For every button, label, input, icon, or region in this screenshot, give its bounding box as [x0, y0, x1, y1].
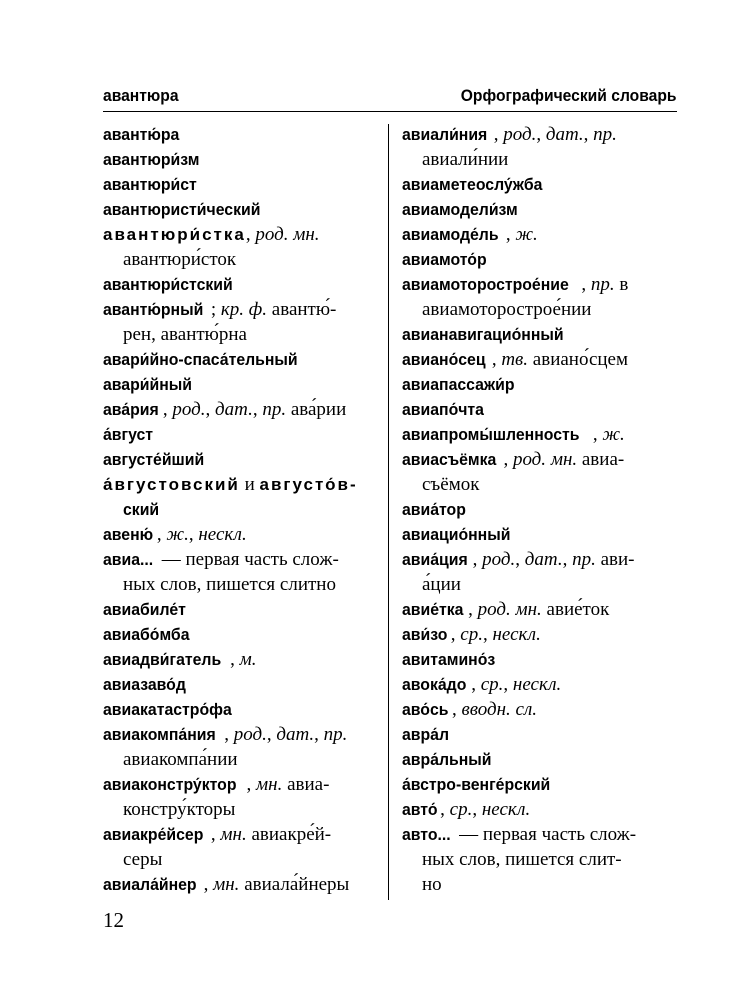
dictionary-entry — [103, 722, 377, 772]
dictionary-entry — [103, 447, 377, 472]
dictionary-entry — [103, 122, 377, 147]
dictionary-entry — [402, 722, 677, 747]
headword: авиацио́нный — [402, 525, 511, 544]
entry-grammar: — первая часть слож- — [161, 549, 339, 570]
headword: авто́ — [402, 800, 438, 819]
left-column — [103, 122, 377, 897]
entry-grammar: , род., дат., пр. — [224, 724, 348, 745]
headword: авие́тка — [402, 600, 464, 619]
running-head-left: авантюра — [103, 86, 179, 105]
headword: а́вгуст — [103, 425, 154, 444]
entry-continuation: констру́кторы — [123, 799, 236, 820]
headword: авиакомпа́ния — [103, 725, 216, 744]
dictionary-entry — [103, 422, 377, 447]
dictionary-entry — [402, 422, 677, 447]
dictionary-entry — [402, 697, 677, 722]
entry-grammar: , тв. авиано́сцем — [491, 349, 629, 370]
headword: авиамоде́ль — [402, 225, 499, 244]
entry-grammar: — первая часть слож- — [459, 824, 637, 845]
entry-grammar: , род. мн. — [245, 224, 320, 245]
headword: ава́рия — [103, 400, 159, 419]
header-rule — [103, 111, 677, 112]
dictionary-entry — [402, 447, 677, 497]
dictionary-entry — [402, 222, 677, 247]
headword: авиали́ния — [402, 125, 488, 144]
entry-grammar: , род., дат., пр. ави- — [472, 549, 635, 570]
headword: авиала́йнер — [103, 875, 197, 894]
headword: авиа́тор — [402, 500, 466, 519]
entry-grammar: , ср., нескл. — [471, 674, 562, 695]
headword: авантюри́стский — [103, 275, 233, 294]
dictionary-entry — [103, 472, 377, 522]
dictionary-entry — [103, 372, 377, 397]
headword: авока́до — [402, 675, 467, 694]
headword: авиаметеослу́жба — [402, 175, 543, 194]
headword: авитамино́з — [402, 650, 496, 669]
dictionary-entry — [402, 272, 677, 322]
headword: авто... — [402, 825, 451, 844]
entry-grammar: ; кр. ф. авантю́- — [210, 299, 337, 320]
entry-grammar: , пр. в — [581, 274, 629, 295]
dictionary-entry — [103, 672, 377, 697]
headword: авиаконстру́ктор — [103, 775, 237, 794]
headword: авра́л — [402, 725, 450, 744]
dictionary-entry — [103, 222, 377, 272]
headword: августе́йший — [103, 450, 205, 469]
headword: а́вгустовский — [103, 475, 240, 494]
dictionary-entry — [402, 197, 677, 222]
headword: авиамото́р — [402, 250, 487, 269]
dictionary-entry — [103, 822, 377, 872]
dictionary-entry — [103, 172, 377, 197]
entry-continuation: ных слов, пишется слит- — [422, 849, 622, 870]
headword: авиано́сец — [402, 350, 486, 369]
headword: авра́льный — [402, 750, 492, 769]
entry-continuation: а́ции — [422, 574, 461, 595]
headword: а́встро-венге́рский — [402, 775, 551, 794]
dictionary-entry — [103, 622, 377, 647]
entry-grammar: , ср., нескл. — [440, 799, 531, 820]
dictionary-entry — [402, 672, 677, 697]
entry-grammar: , ж., нескл. — [156, 524, 247, 545]
dictionary-entry — [402, 772, 677, 797]
headword: авантю́рный — [103, 300, 204, 319]
headword: авиасъёмка — [402, 450, 497, 469]
dictionary-entry — [402, 547, 677, 597]
dictionary-entry — [402, 522, 677, 547]
headword: авеню́ — [103, 525, 154, 544]
dictionary-entry — [402, 247, 677, 272]
entry-grammar: , ж. — [505, 224, 538, 245]
entry-continuation: авиали́нии — [422, 149, 509, 170]
headword: авиапромы́шленность — [402, 425, 580, 444]
dictionary-entry — [402, 372, 677, 397]
headword: авантюристи́ческий — [103, 200, 261, 219]
running-head-right: Орфографический словарь — [461, 86, 677, 105]
dictionary-entry — [103, 597, 377, 622]
headword: авиамоторострое́ние — [402, 275, 569, 294]
entry-continuation: серы — [123, 849, 163, 870]
headword: авантюри́зм — [103, 150, 200, 169]
dictionary-entry — [103, 297, 377, 347]
entry-grammar: , мн. авиала́йнеры — [203, 874, 350, 895]
headword: авантю́ра — [103, 125, 180, 144]
headword: авиапо́чта — [402, 400, 484, 419]
dictionary-entry — [103, 647, 377, 672]
entry-grammar: , род. мн. авиа- — [503, 449, 625, 470]
headword: авиа́ция — [402, 550, 468, 569]
dictionary-entry — [103, 547, 377, 597]
dictionary-entry — [402, 397, 677, 422]
dictionary-entry — [103, 522, 377, 547]
entry-continuation: съёмок — [422, 474, 480, 495]
headword: авиабо́мба — [103, 625, 190, 644]
headword: авиакатастро́фа — [103, 700, 232, 719]
headword: авантюри́ст — [103, 175, 197, 194]
dictionary-entry — [402, 647, 677, 672]
headword: авиабиле́т — [103, 600, 186, 619]
dictionary-entry — [402, 622, 677, 647]
dictionary-entry — [103, 397, 377, 422]
entry-grammar: , ж. — [592, 424, 625, 445]
entry-continuation: авиамоторострое́нии — [422, 299, 592, 320]
column-divider — [388, 124, 389, 900]
entry-grammar: и — [244, 474, 255, 495]
headword: ави́зо — [402, 625, 448, 644]
entry-grammar: , мн. авиакре́й- — [210, 824, 332, 845]
entry-grammar: , род., дат., пр. ава́рии — [162, 399, 347, 420]
headword: авиапассажи́р — [402, 375, 515, 394]
entry-grammar: , м. — [230, 649, 257, 670]
dictionary-entry — [103, 697, 377, 722]
headword: аво́сь — [402, 700, 449, 719]
headword: авиамодели́зм — [402, 200, 518, 219]
headword-variant: августо́в- — [259, 475, 358, 494]
headword-continuation: ский — [123, 500, 160, 519]
entry-continuation: ных слов, пишется слитно — [123, 574, 336, 595]
headword: авари́йно-спаса́тельный — [103, 350, 298, 369]
entry-continuation: авантюри́сток — [123, 249, 237, 270]
entry-grammar: , род. мн. авие́ток — [468, 599, 610, 620]
dictionary-entry — [402, 797, 677, 822]
dictionary-entry — [402, 322, 677, 347]
headword: авантюри́стка — [103, 225, 246, 244]
dictionary-entry — [103, 272, 377, 297]
dictionary-entry — [402, 497, 677, 522]
entry-grammar: , мн. авиа- — [246, 774, 330, 795]
dictionary-entry — [402, 822, 677, 897]
dictionary-entry — [103, 872, 377, 897]
dictionary-entry — [402, 172, 677, 197]
page-number: 12 — [103, 908, 124, 932]
dictionary-entry — [103, 347, 377, 372]
entry-continuation: но — [422, 874, 442, 895]
dictionary-entry — [402, 122, 677, 172]
entry-continuation: рен, авантю́рна — [123, 324, 247, 345]
headword: авианавигацио́нный — [402, 325, 564, 344]
dictionary-entry — [103, 772, 377, 822]
right-column — [402, 122, 677, 897]
entry-continuation: авиакомпа́нии — [123, 749, 238, 770]
headword: авиа... — [103, 550, 154, 569]
entry-grammar: , вводн. сл. — [451, 699, 537, 720]
headword: авиазаво́д — [103, 675, 186, 694]
entry-grammar: , род., дат., пр. — [493, 124, 617, 145]
headword: авари́йный — [103, 375, 192, 394]
headword: авиакре́йсер — [103, 825, 204, 844]
dictionary-entry — [103, 197, 377, 222]
dictionary-entry — [402, 347, 677, 372]
entry-grammar: , ср., нескл. — [450, 624, 541, 645]
dictionary-entry — [402, 747, 677, 772]
dictionary-entry — [402, 597, 677, 622]
dictionary-entry — [103, 147, 377, 172]
headword: авиадви́гатель — [103, 650, 222, 669]
